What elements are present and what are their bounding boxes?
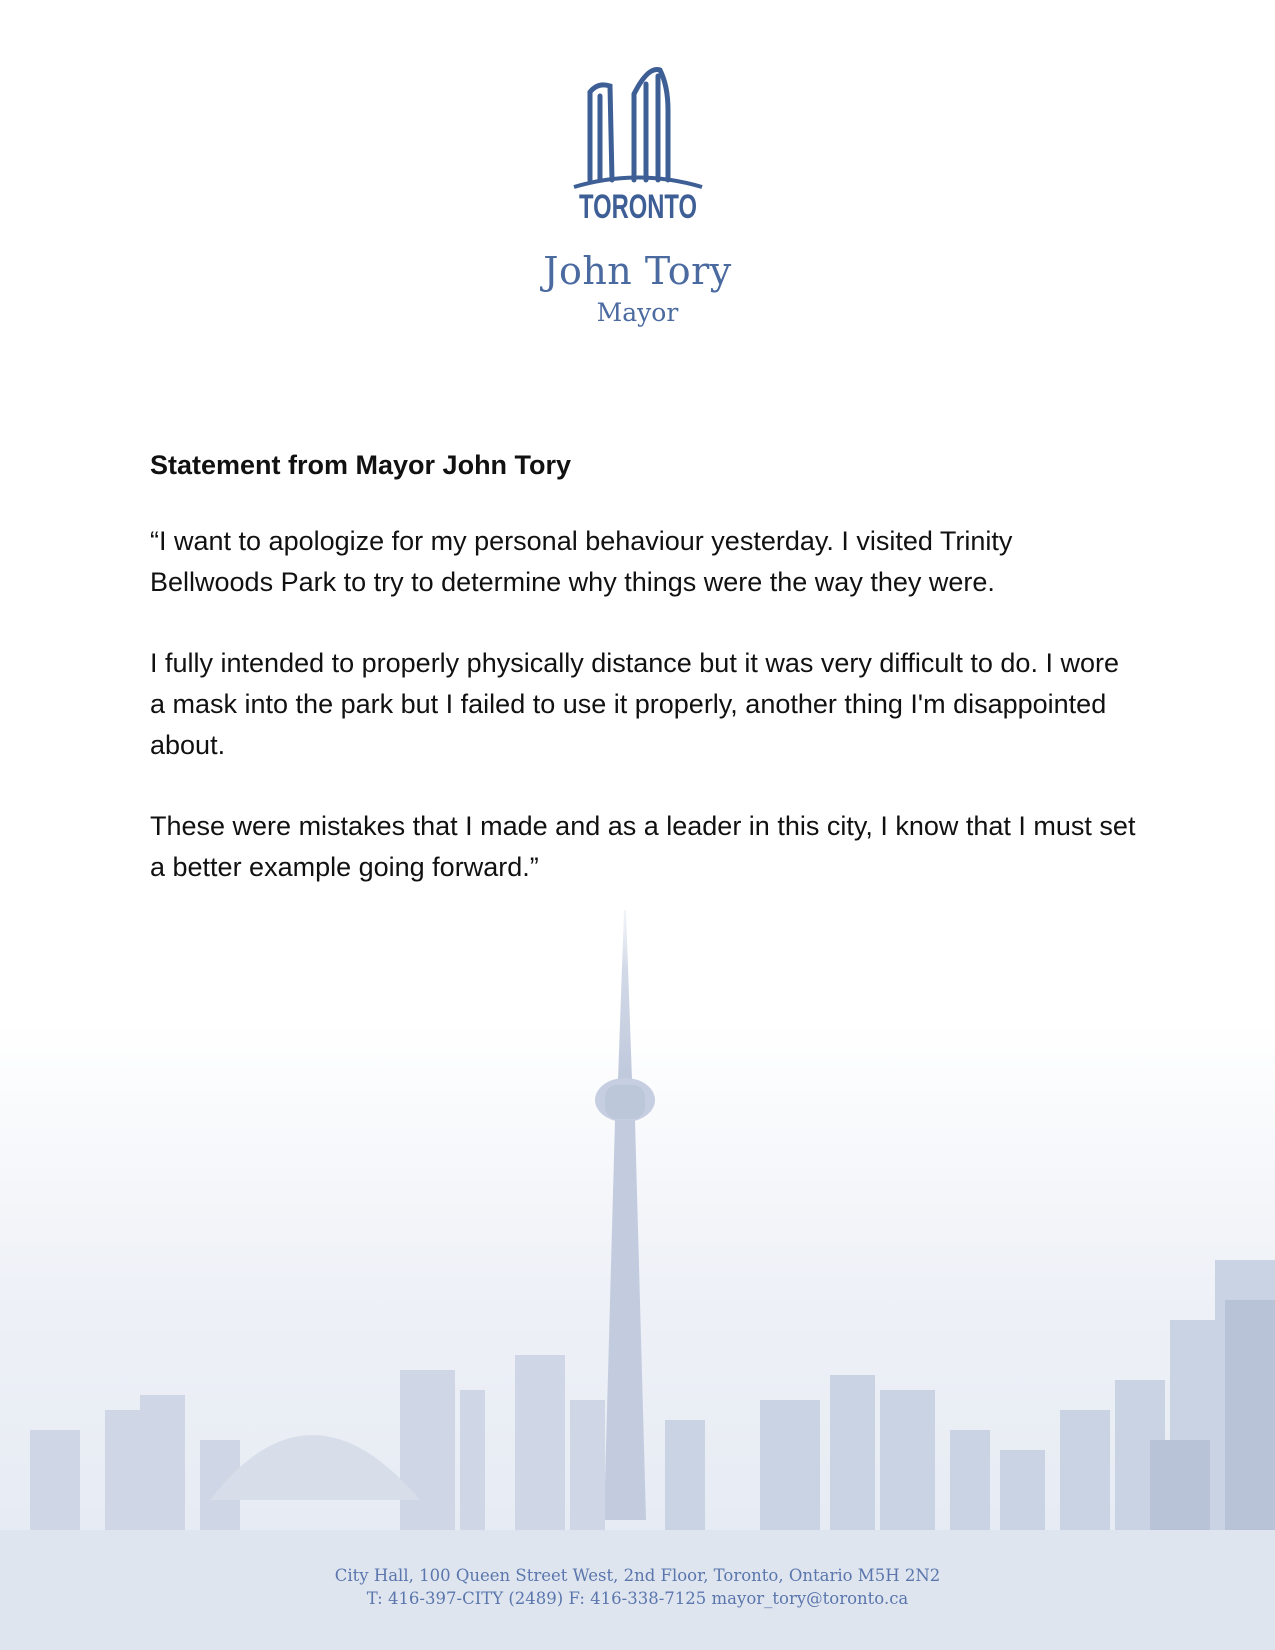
statement-body <box>150 448 1140 928</box>
statement-paragraph-2: I fully intended to properly physically distance but it was very difficult to do. I wore a mask into the park but I failed to use it properly, another thing I'm disappointed about. <box>150 648 1119 761</box>
toronto-city-hall-logo <box>568 60 708 225</box>
statement-heading: Statement from Mayor John Tory <box>150 450 572 480</box>
statement-paragraph-3: These were mistakes that I made and as a leader in this city, I know that I must set a better example going forward.” <box>150 811 1136 883</box>
statement-paragraph-1: “I want to apologize for my personal behaviour yesterday. I visited Trinity Bellwoods Park to try to determine why things were the way they were. <box>150 526 1013 598</box>
mayor-title: Mayor <box>596 297 679 327</box>
toronto-wordmark: TORONTO <box>578 188 697 226</box>
footer-address: City Hall, 100 Queen Street West, 2nd Floor, Toronto, Ontario M5H 2N2 <box>334 1566 941 1585</box>
letterhead <box>0 60 1275 326</box>
mayor-name: John Tory <box>543 249 732 293</box>
letterhead-footer <box>0 1564 1275 1610</box>
footer-contact: T: 416-397-CITY (2489) F: 416-338-7125 mayor_tory@toronto.ca <box>366 1589 909 1608</box>
